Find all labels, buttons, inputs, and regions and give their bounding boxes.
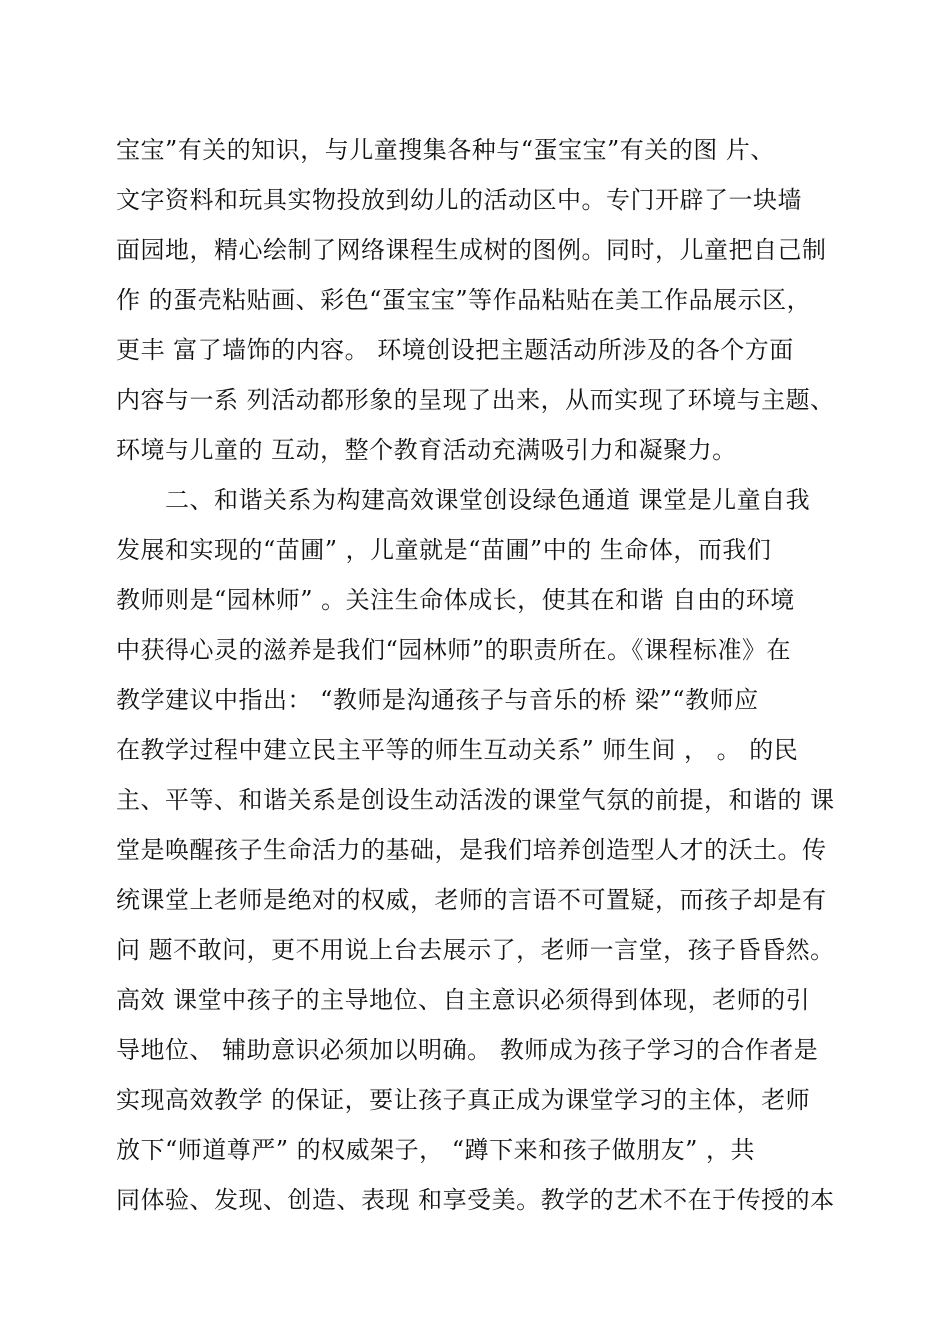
text-line: 高效 课堂中孩子的主导地位、自主意识必须得到体现，老师的引 <box>116 986 811 1014</box>
text-line: 环境与儿童的 互动，整个教育活动充满吸引力和凝聚力。 <box>116 436 737 464</box>
section-heading-line: 二、和谐关系为构建高效课堂创设绿色通道 课堂是儿童自我 <box>116 486 811 514</box>
text-line: 文字资料和玩具实物投放到幼儿的活动区中。专门开辟了一块墙 <box>116 186 802 214</box>
text-line: 发展和实现的“苗圃” ，儿童就是“苗圃”中的 生命体，而我们 <box>116 536 772 564</box>
text-line: 堂是唤醒孩子生命活力的基础，是我们培养创造型人才的沃土。传 <box>116 836 827 864</box>
text-line: 同体验、发现、创造、表现 和享受美。教学的艺术不在于传授的本 <box>116 1186 835 1214</box>
text-line: 宝宝”有关的知识，与儿童搜集各种与“蛋宝宝”有关的图 片、 <box>116 136 775 164</box>
text-line: 实现高效教学 的保证，要让孩子真正成为课堂学习的主体，老师 <box>116 1086 811 1114</box>
text-line: 主、平等、和谐关系是创设生动活泼的课堂气氛的前提，和谐的 课 <box>116 786 835 814</box>
text-line: 导地位、 辅助意识必须加以明确。 教师成为孩子学习的合作者是 <box>116 1036 819 1064</box>
body-text <box>116 125 846 1225</box>
text-line: 内容与一系 列活动都形象的呈现了出来，从而实现了环境与主题、 <box>116 386 835 414</box>
text-line: 在教学过程中建立民主平等的师生互动关系” 师生间 ， 。 的民 <box>116 736 799 764</box>
text-line: 中获得心灵的滋养是我们“园林师”的职责所在。《课程标准》在 <box>116 636 792 664</box>
text-line: 统课堂上老师是绝对的权威，老师的言语不可置疑，而孩子却是有 <box>116 886 827 914</box>
text-line: 放下“师道尊严” 的权威架子， “蹲下来和孩子做朋友” ，共 <box>116 1136 755 1164</box>
text-line: 面园地，精心绘制了网络课程生成树的图例。同时，儿童把自己制 <box>116 236 827 264</box>
text-line: 教学建议中指出： “教师是沟通孩子与音乐的桥 梁”“教师应 <box>116 686 759 714</box>
text-line: 教师则是“园林师” 。关注生命体成长，使其在和谐 自由的环境 <box>116 586 795 614</box>
text-line: 更丰 富了墙饰的内容。 环境创设把主题活动所涉及的各个方面 <box>116 336 794 364</box>
text-line: 作 的蛋壳粘贴画、彩色“蛋宝宝”等作品粘贴在美工作品展示区， <box>116 286 812 314</box>
text-line: 问 题不敢问，更不用说上台去展示了，老师一言堂，孩子昏昏然。 <box>116 936 835 964</box>
